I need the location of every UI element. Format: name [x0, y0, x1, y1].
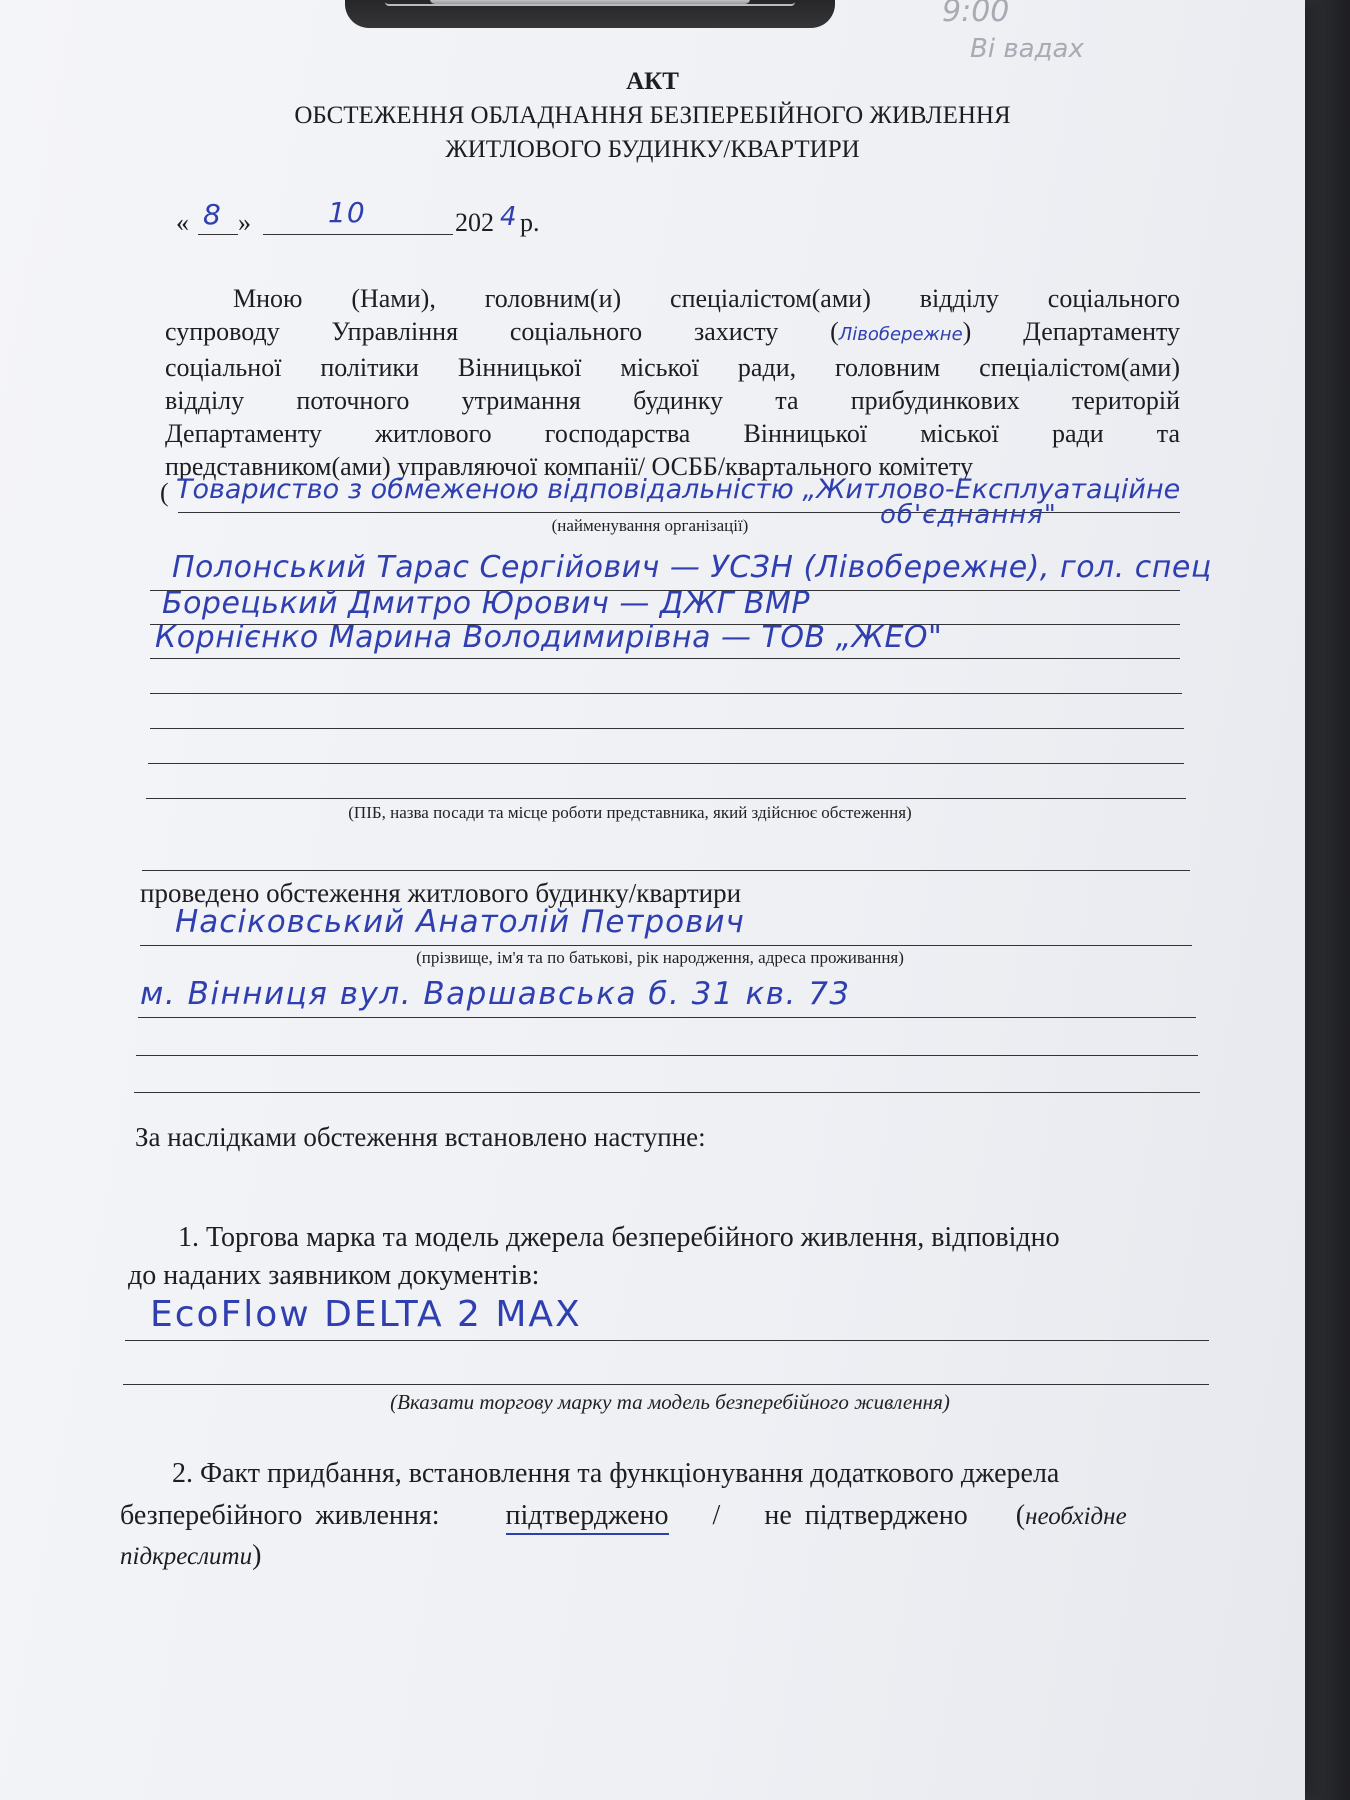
representative-line-3	[150, 658, 1180, 659]
representative-line-4	[150, 693, 1182, 694]
intro-line-3: соціальної політики Вінницької міської ради, головним спеціалістом(ами)	[165, 353, 1180, 382]
item2-note-open-paren: (	[1015, 1500, 1026, 1531]
intro-line-4: відділу поточного утримання будинку та прибудинкових територій	[165, 386, 1180, 415]
organization-caption: (найменування організації)	[551, 516, 749, 535]
item2-line-2	[120, 1500, 1127, 1532]
date-day-line	[198, 234, 238, 235]
intro-department-name: Лівобережне	[838, 324, 963, 345]
intro-line-2a: супроводу Управління соціального захисту (	[165, 317, 839, 346]
ups-model: EcoFlow DELTA 2 MAX	[150, 1294, 582, 1335]
item2-not-confirmed-option: не підтверджено	[764, 1500, 968, 1531]
item1-line-1: 1. Торгова марка та модель джерела безперебійного живлення, відповідно	[178, 1222, 1060, 1253]
clipboard-clip	[345, 0, 835, 28]
item1-line-2: до наданих заявником документів:	[128, 1260, 540, 1291]
date-year-prefix: 202	[455, 208, 494, 237]
representative-line-6	[148, 763, 1184, 764]
organization-open-paren: (	[160, 478, 169, 507]
item1-caption: (Вказати торгову марку та модель безперебійного живлення)	[390, 1390, 950, 1414]
date-year-digit: 4	[500, 202, 518, 232]
date-day: 8	[203, 198, 222, 231]
item2-note-2: підкреслити	[120, 1543, 253, 1570]
organization-name-line-2: об'єднання"	[880, 500, 1057, 530]
intro-paragraph	[165, 282, 1180, 483]
item1-blank-line	[123, 1384, 1209, 1385]
intro-line-2	[165, 315, 1180, 351]
date-year-suffix: р.	[520, 208, 540, 237]
representative-line-5	[150, 728, 1184, 729]
date-open-quote: «	[176, 208, 189, 237]
document-subtitle-2: ЖИТЛОВОГО БУДИНКУ/КВАРТИРИ	[445, 136, 860, 163]
document-subtitle-1: ОБСТЕЖЕННЯ ОБЛАДНАННЯ БЕЗПЕРЕБІЙНОГО ЖИВЛЕННЯ	[294, 102, 1011, 129]
representative-2: Борецький Дмитро Юрович — ДЖГ ВМР	[162, 586, 810, 621]
organization-name-line-1: Товариство з обмеженою відповідальністю „Житлово-Експлуатаційне	[176, 474, 1181, 505]
date-month-line	[263, 234, 453, 235]
address-line	[138, 1017, 1196, 1018]
representative-3: Корнієнко Марина Володимирівна — ТОВ „ЖЕО"	[155, 620, 943, 655]
address-blank-line-2	[134, 1092, 1200, 1093]
item2-confirmed-option: підтверджено	[506, 1500, 669, 1535]
inspection-caption: (прізвище, ім'я та по батькові, рік народження, адреса проживання)	[416, 948, 904, 967]
date-month: 10	[328, 196, 366, 229]
inspected-person-name: Насіковський Анатолій Петрович	[175, 904, 745, 940]
pencil-time-note: 9:00	[942, 0, 1010, 29]
inspection-name-line	[140, 945, 1192, 946]
inspection-label: проведено обстеження житлового будинку/квартири	[140, 878, 742, 908]
intro-line-5: Департаменту житлового господарства Вінницької міської ради та	[165, 419, 1180, 448]
item2-note-1: необхідне	[1025, 1503, 1127, 1530]
inspected-address: м. Вінниця вул. Варшавська б. 31 кв. 73	[140, 976, 851, 1012]
pencil-text-note: Ві вадах	[970, 34, 1084, 64]
item1-value-line	[125, 1340, 1209, 1341]
representatives-caption: (ПІБ, назва посади та місце роботи представника, який здійснює обстеження)	[348, 803, 912, 822]
item2-note-close-paren: )	[252, 1540, 262, 1571]
representative-1: Полонський Тарас Сергійович — УСЗН (Лівобережне), гол. спец	[172, 550, 1212, 585]
inspection-blank-line	[142, 870, 1190, 871]
item2-line-1: 2. Факт придбання, встановлення та функціонування додаткового джерела	[172, 1458, 1060, 1489]
document-title: АКТ	[626, 68, 679, 95]
intro-line-6: представником(ами) управляючої компанії/ ОСББ/квартального комітету	[165, 452, 973, 481]
address-blank-line-1	[136, 1055, 1198, 1056]
intro-line-1: Мною (Нами), головним(и) спеціалістом(ами) відділу соціального	[233, 284, 1180, 313]
intro-line-2b: ) Департаменту	[962, 317, 1180, 346]
date-close-quote: »	[238, 208, 251, 237]
item2-line-3	[120, 1540, 261, 1572]
findings-label: За наслідками обстеження встановлено наступне:	[135, 1122, 706, 1152]
representative-line-7	[146, 798, 1186, 799]
item2-separator: /	[712, 1500, 721, 1531]
item2-lead: безперебійного живлення:	[120, 1500, 440, 1531]
